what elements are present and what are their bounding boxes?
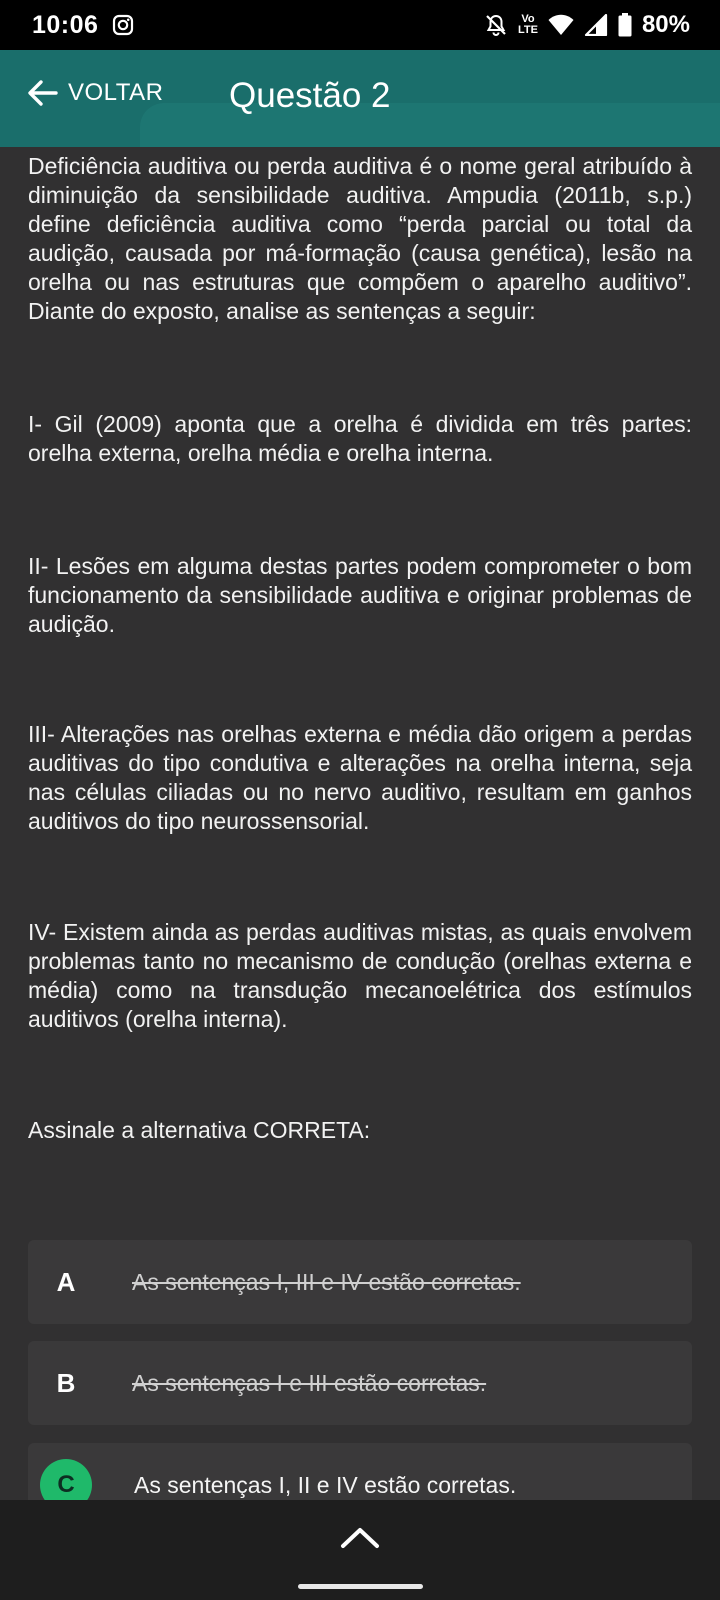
status-left	[32, 11, 134, 40]
volte-label: Vo	[521, 13, 535, 25]
arrow-left-icon	[26, 78, 58, 108]
chevron-up-icon[interactable]	[340, 1525, 380, 1549]
system-nav-area	[0, 1574, 720, 1600]
bottom-bar	[0, 1500, 720, 1574]
question-intro: Deficiência auditiva ou perda auditiva é o nome geral atribuído à diminuição da sensibilidade auditiva. Ampudia (2011b, s.p.) define deficiência auditiva como “perda parcial ou total da audição, causada por má-formação (causa genética), lesão na orelha ou nas estruturas que compõem o aparelho auditivo”. Diante do exposto, analise as sentenças a seguir:	[28, 153, 692, 324]
page-title: Questão 2	[229, 76, 391, 115]
option-text: As sentenças I, III e IV estão corretas.	[132, 1268, 521, 1295]
clock: 10:06	[32, 10, 99, 39]
option-text: As sentenças I e III estão corretas.	[132, 1369, 487, 1396]
back-button[interactable]	[26, 78, 163, 108]
instagram-icon	[112, 14, 134, 36]
app-header	[0, 50, 720, 147]
option-a[interactable]	[28, 1240, 692, 1324]
volte-indicator	[518, 14, 538, 36]
sentence-4: IV- Existem ainda as perdas auditivas mistas, as quais envolvem problemas tanto no mecanismo de condução (orelhas externa e média) como na transdução mecanoelétrica dos estímulos auditivos (orelha interna).	[28, 919, 692, 1032]
option-letter: A	[56, 1266, 76, 1297]
sentence-1: I- Gil (2009) aponta que a orelha é dividida em três partes: orelha externa, orelha média e orelha interna.	[28, 411, 692, 466]
battery-level: 80%	[641, 11, 690, 38]
lte-label: LTE	[517, 24, 538, 36]
question-prompt: Assinale a alternativa CORRETA:	[28, 1117, 371, 1143]
signal-icon	[584, 14, 608, 36]
sentence-3: III- Alterações nas orelhas externa e média dão origem a perdas auditivas do tipo condutiva e alterações na orelha interna, seja nas células ciliadas ou no nervo auditivo, resultam em ganhos auditivos do tipo neurossensorial.	[28, 721, 692, 834]
selected-option-badge: C	[40, 1459, 92, 1511]
bell-off-icon	[484, 13, 508, 37]
header-band	[140, 103, 720, 147]
option-text: As sentenças I, II e IV estão corretas.	[134, 1471, 517, 1498]
wifi-icon	[548, 14, 574, 36]
back-label: VOLTAR	[68, 79, 164, 106]
sentence-2: II- Lesões em alguma destas partes podem comprometer o bom funcionamento da sensibilidade auditiva e originar problemas de audição.	[28, 553, 692, 637]
status-right	[484, 11, 690, 39]
home-indicator[interactable]	[298, 1584, 423, 1589]
option-b[interactable]	[28, 1341, 692, 1425]
option-letter: B	[56, 1367, 76, 1398]
battery-icon	[618, 13, 632, 37]
status-bar	[0, 0, 720, 50]
